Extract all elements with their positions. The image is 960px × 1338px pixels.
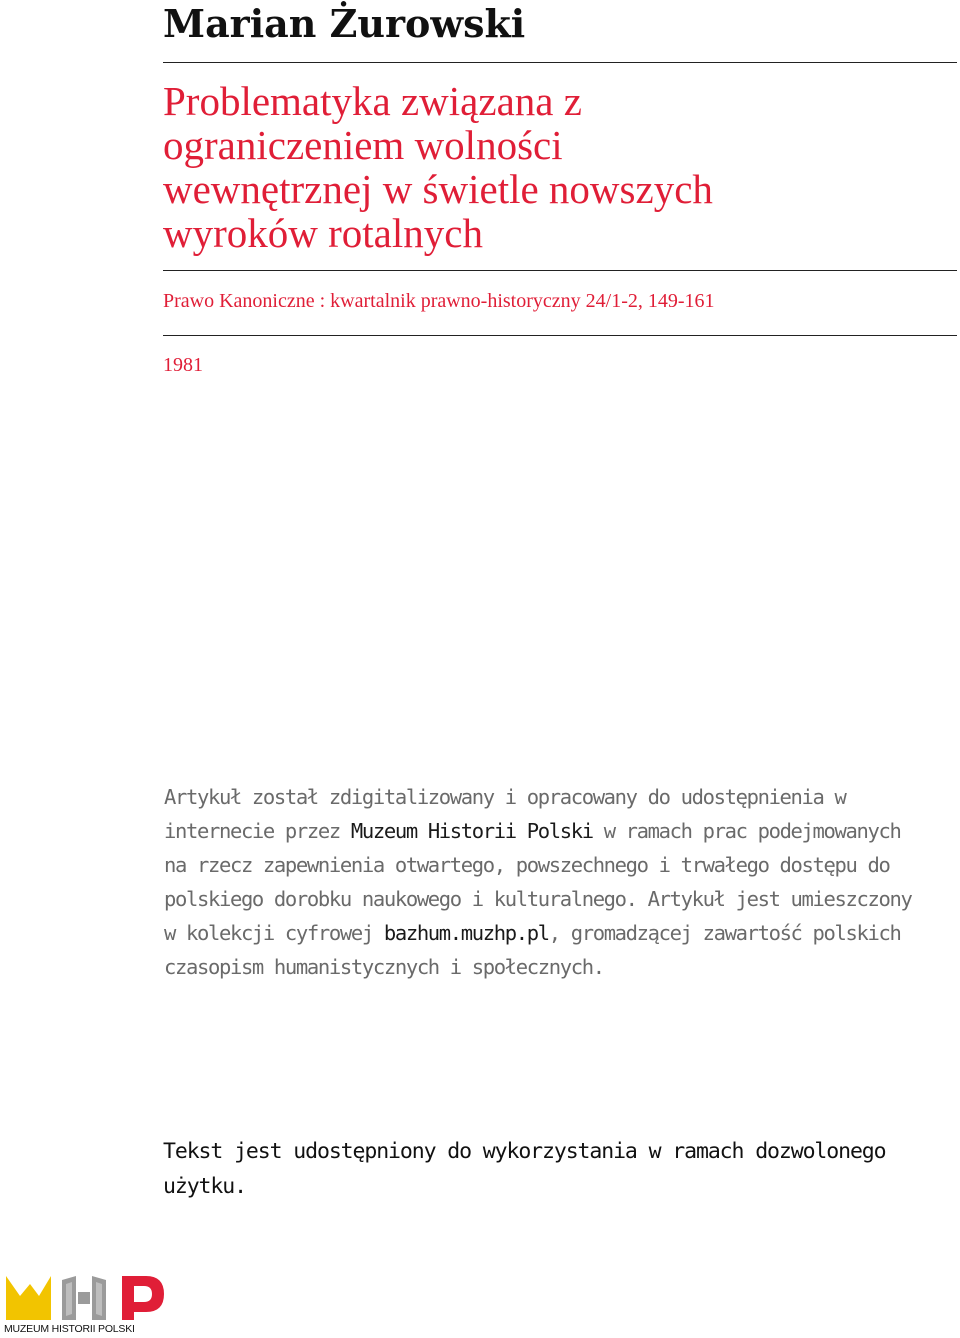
divider	[163, 270, 957, 271]
journal-source: Prawo Kanoniczne : kwartalnik prawno-historyczny 24/1-2, 149-161	[163, 290, 715, 312]
museum-logo-caption: MUZEUM HISTORII POLSKI	[4, 1323, 135, 1335]
collection-link[interactable]: bazhum.muzhp.pl	[383, 921, 549, 945]
title-line: Problematyka związana z	[163, 78, 582, 124]
museum-name: Muzeum Historii Polski	[350, 819, 593, 843]
author-name: Marian Żurowski	[163, 1, 526, 46]
digitization-notice	[164, 780, 924, 984]
divider	[163, 335, 957, 336]
title-line: wyroków rotalnych	[163, 210, 483, 256]
article-title	[163, 79, 953, 255]
notice-text: w ramach prac podejmowanych na rzecz zapewnienia otwartego, powszechnego i trwałego dostępu do polskiego dorobku naukowego i kulturalnego. Artykuł jest umieszczony w kolekcji cyfrowej	[164, 819, 912, 945]
license-notice: Tekst jest udostępniony do wykorzystania w ramach dozwolonego użytku.	[163, 1139, 886, 1199]
title-line: wewnętrznej w świetle nowszych	[163, 166, 713, 212]
title-line: ograniczeniem wolności	[163, 122, 563, 168]
notice-text: Artykuł został zdigitalizowany i opracowany do udostępnienia w internecie przez	[164, 785, 846, 843]
publication-year: 1981	[163, 354, 203, 376]
divider	[163, 62, 957, 63]
notice-text: , gromadzącej zawartość polskich czasopism humanistycznych i społecznych.	[164, 921, 901, 979]
